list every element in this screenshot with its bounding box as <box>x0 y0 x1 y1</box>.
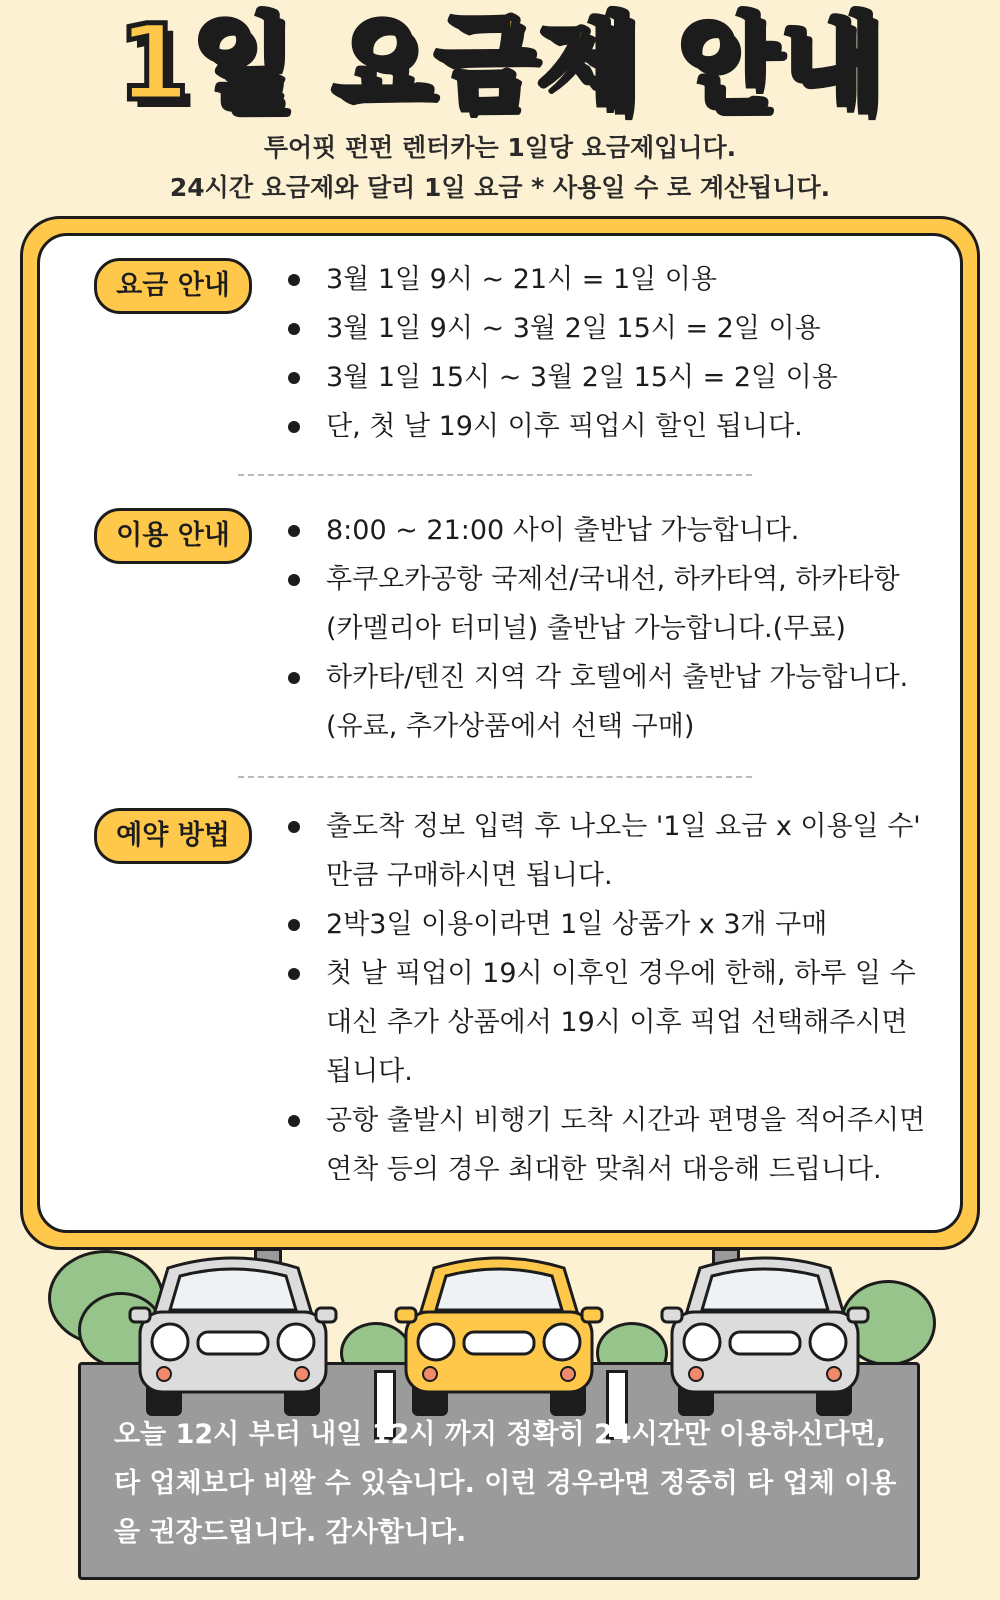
section-label-fee-info: 요금 안내 <box>94 258 252 314</box>
footer-note: 오늘 12시 부터 내일 12시 까지 정확히 24시간만 이용하신다면, 타 업체보다 비쌀 수 있습니다. 이런 경우라면 정중히 타 업체 이용을 권장드립니다. 감사합니다. <box>114 1419 897 1548</box>
list-item: 첫 날 픽업이 19시 이후인 경우에 한해, 하루 일 수 대신 추가 상품에서 19시 이후 픽업 선택해주시면 됩니다. <box>288 949 928 1096</box>
list-item: 2박3일 이용이라면 1일 상품가 x 3개 구매 <box>288 900 928 949</box>
section-divider <box>238 474 752 476</box>
subtitle-line-2: 24시간 요금제와 달리 1일 요금 * 사용일 수 로 계산됩니다. <box>169 173 831 202</box>
list-item: 단, 첫 날 19시 이후 픽업시 할인 됩니다. <box>288 402 928 451</box>
subtitle-line-1: 투어핏 펀펀 렌터카는 1일당 요금제입니다. <box>263 133 737 162</box>
usage-info-list <box>288 506 928 751</box>
list-item: 후쿠오카공항 국제선/국내선, 하카타역, 하카타항 (카멜리아 터미널) 출반납 가능합니다.(무료) <box>288 555 928 653</box>
list-item: 3월 1일 15시 ~ 3월 2일 15시 = 2일 이용 <box>288 353 928 402</box>
section-label-booking-method: 예약 방법 <box>94 808 252 864</box>
info-board <box>20 216 980 1250</box>
car-gray-right-illustration <box>660 1248 870 1418</box>
booking-method-list <box>288 802 928 1194</box>
info-board-panel <box>37 233 963 1233</box>
car-gray-left-illustration <box>128 1248 338 1418</box>
section-divider <box>238 776 752 778</box>
list-item: 출도착 정보 입력 후 나오는 '1일 요금 x 이용일 수' 만큼 구매하시면 됩니다. <box>288 802 928 900</box>
list-item: 하카타/텐진 지역 각 호텔에서 출반납 가능합니다. (유료, 추가상품에서 선택 구매) <box>288 653 928 751</box>
page-title: 1일 요금제 안내 <box>117 2 883 124</box>
list-item: 3월 1일 9시 ~ 3월 2일 15시 = 2일 이용 <box>288 304 928 353</box>
list-item: 8:00 ~ 21:00 사이 출반납 가능합니다. <box>288 506 928 555</box>
subtitle <box>0 128 1000 208</box>
section-label-usage-info: 이용 안내 <box>94 508 252 564</box>
list-item: 공항 출발시 비행기 도착 시간과 편명을 적어주시면 연착 등의 경우 최대한 맞춰서 대응해 드립니다. <box>288 1096 928 1194</box>
list-item: 3월 1일 9시 ~ 21시 = 1일 이용 <box>288 255 928 304</box>
fee-info-list <box>288 255 928 451</box>
car-yellow-center-illustration <box>394 1248 604 1418</box>
